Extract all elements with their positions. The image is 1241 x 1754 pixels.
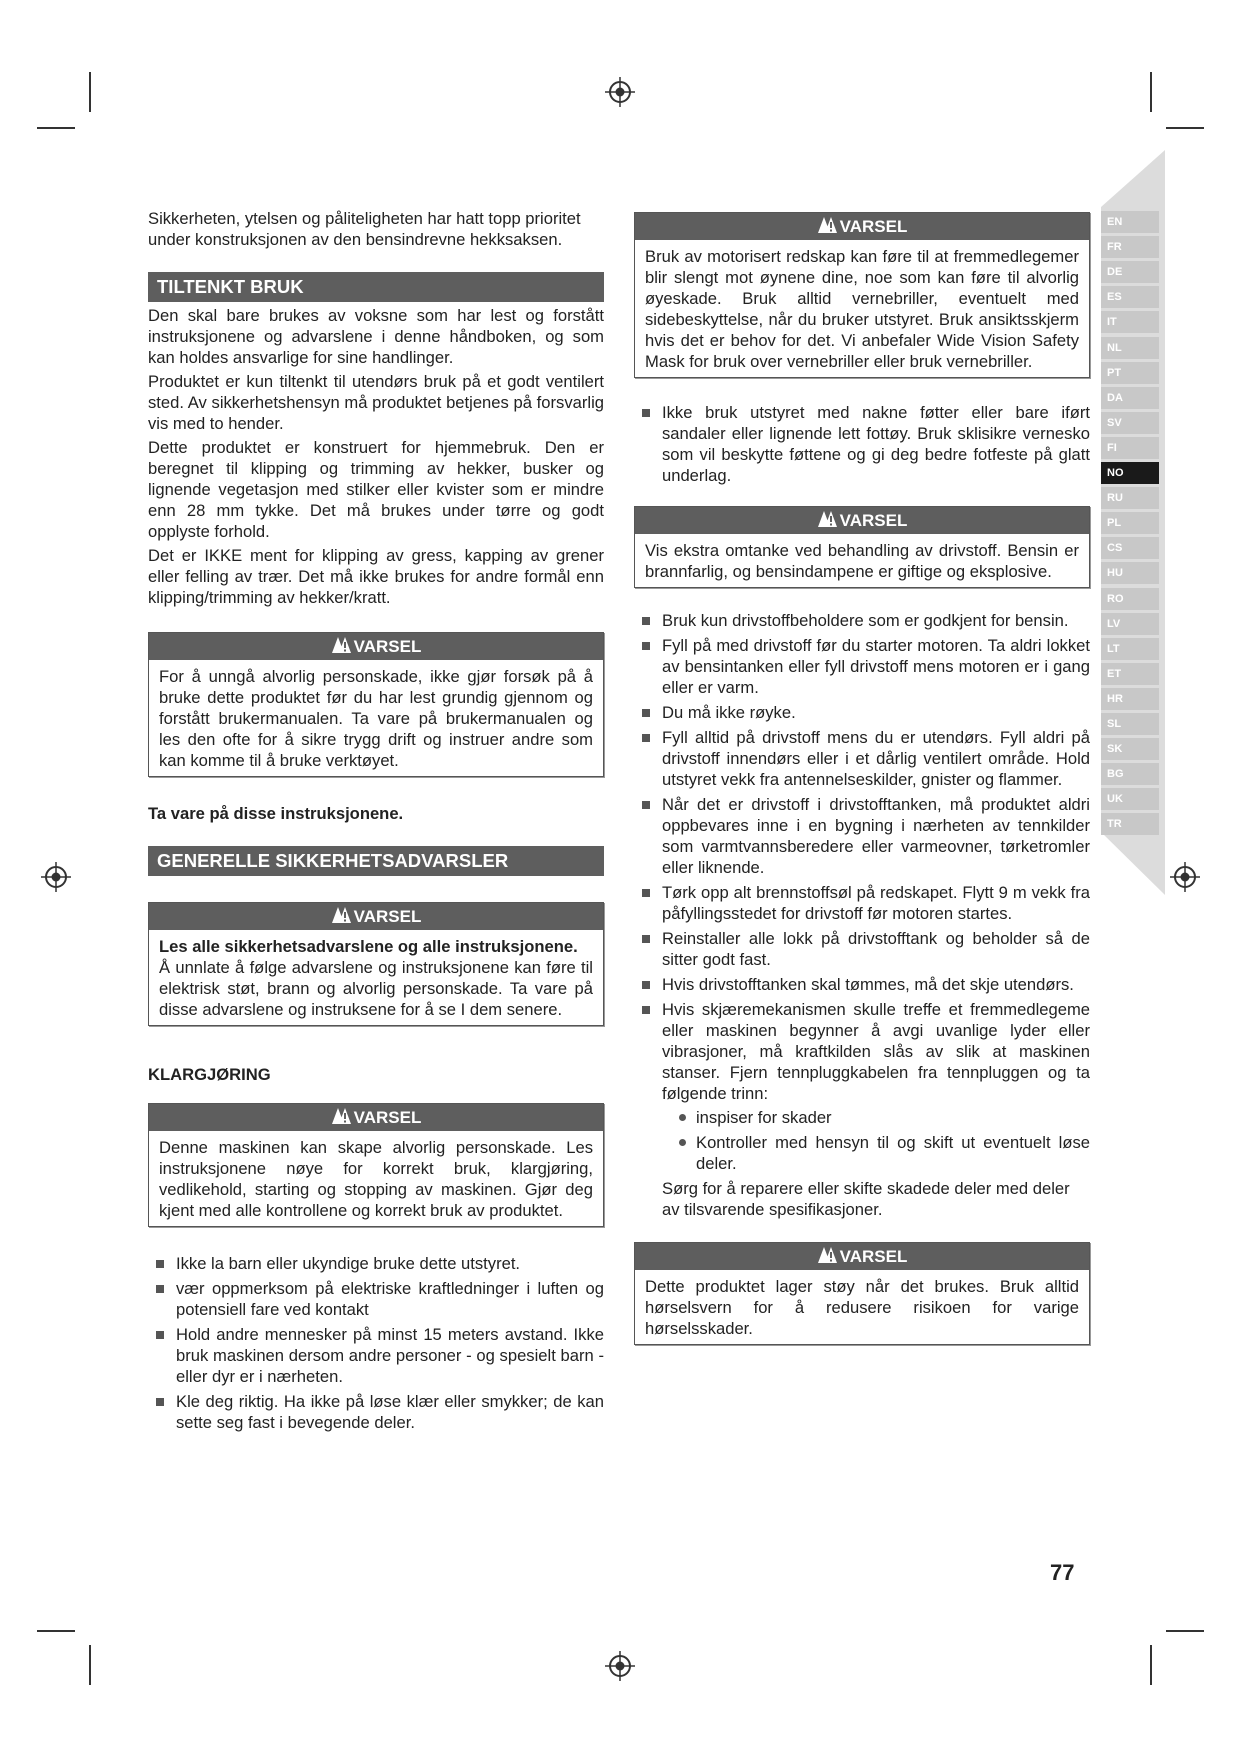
sub-list-item: Kontroller med hensyn til og skift ut eventuelt løse deler. [662, 1132, 1090, 1174]
section-heading-intended-use: TILTENKT BRUK [148, 272, 604, 302]
warning-label: VARSEL [839, 1247, 908, 1266]
language-tab-da[interactable]: DA [1101, 387, 1159, 409]
sub-list-item: inspiser for skader [662, 1107, 1090, 1128]
right-bullet-list-1 [634, 402, 1090, 486]
after-sub-text: Sørg for å reparere eller skifte skadede deler med deler av tilsvarende spesifikasjoner. [662, 1179, 1070, 1219]
warning-text [149, 1131, 603, 1226]
language-tab-es[interactable]: ES [1101, 286, 1159, 308]
warning-text [635, 240, 1089, 377]
warning-paragraph: Vis ekstra omtanke ved behandling av drivstoff. Bensin er brannfarlig, og bensindampene er giftige og eksplosive. [645, 541, 1079, 581]
left-column [148, 208, 604, 1437]
warning-box [148, 632, 604, 777]
list-item: Reinstaller alle lokk på drivstofftank og beholder så de sitter godt fast. [634, 928, 1090, 970]
language-tab-tr[interactable]: TR [1101, 813, 1159, 835]
warning-header [635, 213, 1089, 240]
language-tab-ru[interactable]: RU [1101, 487, 1159, 509]
warning-paragraph: For å unngå alvorlig personskade, ikke gjør forsøk på å bruke dette produktet før du har lest grundig gjennom og forstått brukermanualen. Ta vare på brukermanualen og les den ofte for å sikre trygg drift og instruer andre som kan komme til å bruke verktøyet. [159, 667, 593, 770]
warning-box [634, 212, 1090, 378]
warning-box [148, 1103, 604, 1227]
language-tab-no[interactable]: NO [1101, 462, 1159, 484]
language-tab-cs[interactable]: CS [1101, 537, 1159, 559]
right-column [634, 212, 1090, 1345]
intended-use-paragraph: Den skal bare brukes av voksne som har lest og forstått instruksjonene og advarslene i denne håndboken, og som kan holdes ansvarlige for sine handlinger. [148, 306, 604, 367]
language-tab-lt[interactable]: LT [1101, 638, 1159, 660]
warning-paragraph: Bruk av motorisert redskap kan føre til at fremmedlegemer blir slengt mot øynene dine, noe som kan føre til alvorlig øyeskade. Bruk alltid vernebriller, eventuelt med sidebeskyttelse, når du bruker utstyret. Bruk ansiktsskjerm hvis det er behov for det. Vi anbefaler Wide Vision Safety Mask for bruk over vernebriller eller bruk vernebriller. [645, 247, 1079, 371]
list-item: Ikke la barn eller ukyndige bruke dette utstyret. [148, 1253, 604, 1274]
warning-triangle-icon [331, 636, 353, 654]
crop-mark [89, 72, 91, 112]
language-tab-sl[interactable]: SL [1101, 713, 1159, 735]
warning-text [149, 930, 603, 1025]
warning-label: VARSEL [353, 907, 422, 926]
list-item-text: Hvis skjæremekanismen skulle treffe et fremmedlegeme eller maskinen begynner å avgi uvanlige lyder eller vibrasjoner, må kraftkilden slås av slik at maskinen stanser. Fjern tennpluggkabelen fra tennpluggen og ta følgende trinn: [662, 1000, 1090, 1103]
warning-label: VARSEL [839, 217, 908, 236]
language-tab-uk[interactable]: UK [1101, 788, 1159, 810]
language-tab-pl[interactable]: PL [1101, 512, 1159, 534]
list-item: Fyll alltid på drivstoff mens du er utendørs. Fyll aldri på drivstoff innendørs eller i et dårlig ventilert område. Hold utstyret vekk fra antennelseskilder, gnister og flammer. [634, 727, 1090, 790]
right-bullet-list-2 [634, 610, 1090, 1220]
keep-instructions: Ta vare på disse instruksjonene. [148, 804, 404, 823]
list-item: Tørk opp alt brennstoffsøl på redskapet. Flytt 9 m vekk fra påfyllingsstedet for drivstoff før motoren startes. [634, 882, 1090, 924]
warning-text [149, 660, 603, 776]
list-item: Hvis drivstofftanken skal tømmes, må det skje utendørs. [634, 974, 1090, 995]
warning-label: VARSEL [353, 637, 422, 656]
warning-lead: Les alle sikkerhetsadvarslene og alle instruksjonene. [159, 937, 578, 956]
left-bullet-list [148, 1253, 604, 1433]
list-item: Fyll på med drivstoff før du starter motoren. Ta aldri lokket av bensintanken eller fyll drivstoff mens motoren er i gang eller er varm. [634, 635, 1090, 698]
language-tab-lv[interactable]: LV [1101, 613, 1159, 635]
crop-mark [1150, 72, 1152, 112]
crop-mark [37, 1630, 75, 1632]
intended-use-paragraph: Dette produktet er konstruert for hjemmebruk. Den er beregnet til klipping og trimming av hekker, busker og lignende vegetasjon med stilker eller kvister som er mindre enn 28 mm tykke. Det må brukes under tørre og godt opplyste forhold. [148, 438, 604, 541]
crop-mark [1166, 127, 1204, 129]
list-item [634, 999, 1090, 1220]
registration-mark-icon [605, 77, 635, 107]
language-tab-it[interactable]: IT [1101, 311, 1159, 333]
warning-box [634, 1242, 1090, 1345]
language-tab-hu[interactable]: HU [1101, 562, 1159, 584]
warning-text [635, 534, 1089, 587]
warning-box [148, 902, 604, 1026]
list-item: Kle deg riktig. Ha ikke på løse klær eller smykker; de kan sette seg fast i bevegende deler. [148, 1391, 604, 1433]
section-heading-general: GENERELLE SIKKERHETSADVARSLER [148, 846, 604, 876]
crop-mark [37, 127, 75, 129]
warning-triangle-icon [331, 906, 353, 924]
warning-triangle-icon [817, 510, 839, 528]
language-tab-nl[interactable]: NL [1101, 337, 1159, 359]
warning-paragraph: Denne maskinen kan skape alvorlig personskade. Les instruksjonene nøye for korrekt bruk, klargjøring, vedlikehold, starting og stopping av maskinen. Gjør deg kjent med alle kontrollene og korrekt bruk av produktet. [159, 1138, 593, 1220]
list-item: Ikke bruk utstyret med nakne føtter eller bare iført sandaler eller lignende lett fottøy. Bruk sklisikre vernesko som vil beskytte føttene og gi deg bedre fotfeste på glatt underlag. [634, 402, 1090, 486]
list-item: Når det er drivstoff i drivstofftanken, må produktet aldri oppbevares inne i en bygning i nærheten av tennkilder som varmtvannsberedere eller varmeovner, tørketromler eller liknende. [634, 794, 1090, 878]
language-tab-fi[interactable]: FI [1101, 437, 1159, 459]
crop-mark [89, 1645, 91, 1685]
warning-label: VARSEL [839, 511, 908, 530]
language-tab-sv[interactable]: SV [1101, 412, 1159, 434]
warning-header [149, 903, 603, 930]
warning-header [635, 507, 1089, 534]
crop-mark [1166, 1630, 1204, 1632]
registration-mark-icon [41, 862, 71, 892]
warning-header [149, 633, 603, 660]
language-tab-fr[interactable]: FR [1101, 236, 1159, 258]
registration-mark-icon [1170, 862, 1200, 892]
language-tab-bg[interactable]: BG [1101, 763, 1159, 785]
list-item: Hold andre mennesker på minst 15 meters avstand. Ikke bruk maskinen dersom andre personer - og spesielt barn - eller dyr er i nærheten. [148, 1324, 604, 1387]
language-tab-pt[interactable]: PT [1101, 362, 1159, 384]
warning-label: VARSEL [353, 1108, 422, 1127]
sub-bullet-list [662, 1107, 1090, 1174]
language-tab-sk[interactable]: SK [1101, 738, 1159, 760]
warning-header [635, 1243, 1089, 1270]
list-item: Bruk kun drivstoffbeholdere som er godkjent for bensin. [634, 610, 1090, 631]
section-heading-prep: KLARGJØRING [148, 1065, 271, 1084]
language-tab-hr[interactable]: HR [1101, 688, 1159, 710]
registration-mark-icon [605, 1651, 635, 1681]
crop-mark [1150, 1645, 1152, 1685]
intended-use-paragraph: Produktet er kun tiltenkt til utendørs bruk på et godt ventilert sted. Av sikkerhetshensyn må produktet betjenes på forsvarlig vis med to hender. [148, 372, 604, 433]
page-number: 77 [1050, 1560, 1075, 1585]
intro-text: Sikkerheten, ytelsen og påliteligheten har hatt topp prioritet under konstruksjonen av den bensindrevne hekksaksen. [148, 209, 581, 249]
list-item: vær oppmerksom på elektriske kraftledninger i luften og potensiell fare ved kontakt [148, 1278, 604, 1320]
warning-triangle-icon [331, 1107, 353, 1125]
intended-use-paragraph: Det er IKKE ment for klipping av gress, kapping av grener eller felling av trær. Det må ikke brukes for andre formål enn klipping/trimming av hekker/kratt. [148, 546, 604, 607]
language-tab-en[interactable]: EN [1101, 211, 1159, 233]
warning-triangle-icon [817, 1246, 839, 1264]
warning-paragraph: Å unnlate å følge advarslene og instruksjonene kan føre til elektrisk støt, brann og alvorlig personskade. Ta vare på disse advarslene og instruksene for å se I dem senere. [159, 958, 593, 1019]
language-tab-ro[interactable]: RO [1101, 588, 1159, 610]
list-item: Du må ikke røyke. [634, 702, 1090, 723]
warning-header [149, 1104, 603, 1131]
warning-triangle-icon [817, 216, 839, 234]
warning-box [634, 506, 1090, 588]
language-tab-de[interactable]: DE [1101, 261, 1159, 283]
language-tab-et[interactable]: ET [1101, 663, 1159, 685]
warning-text [635, 1270, 1089, 1344]
warning-paragraph: Dette produktet lager støy når det brukes. Bruk alltid hørselsvern for å redusere risikoen for varige hørselsskader. [645, 1277, 1079, 1338]
